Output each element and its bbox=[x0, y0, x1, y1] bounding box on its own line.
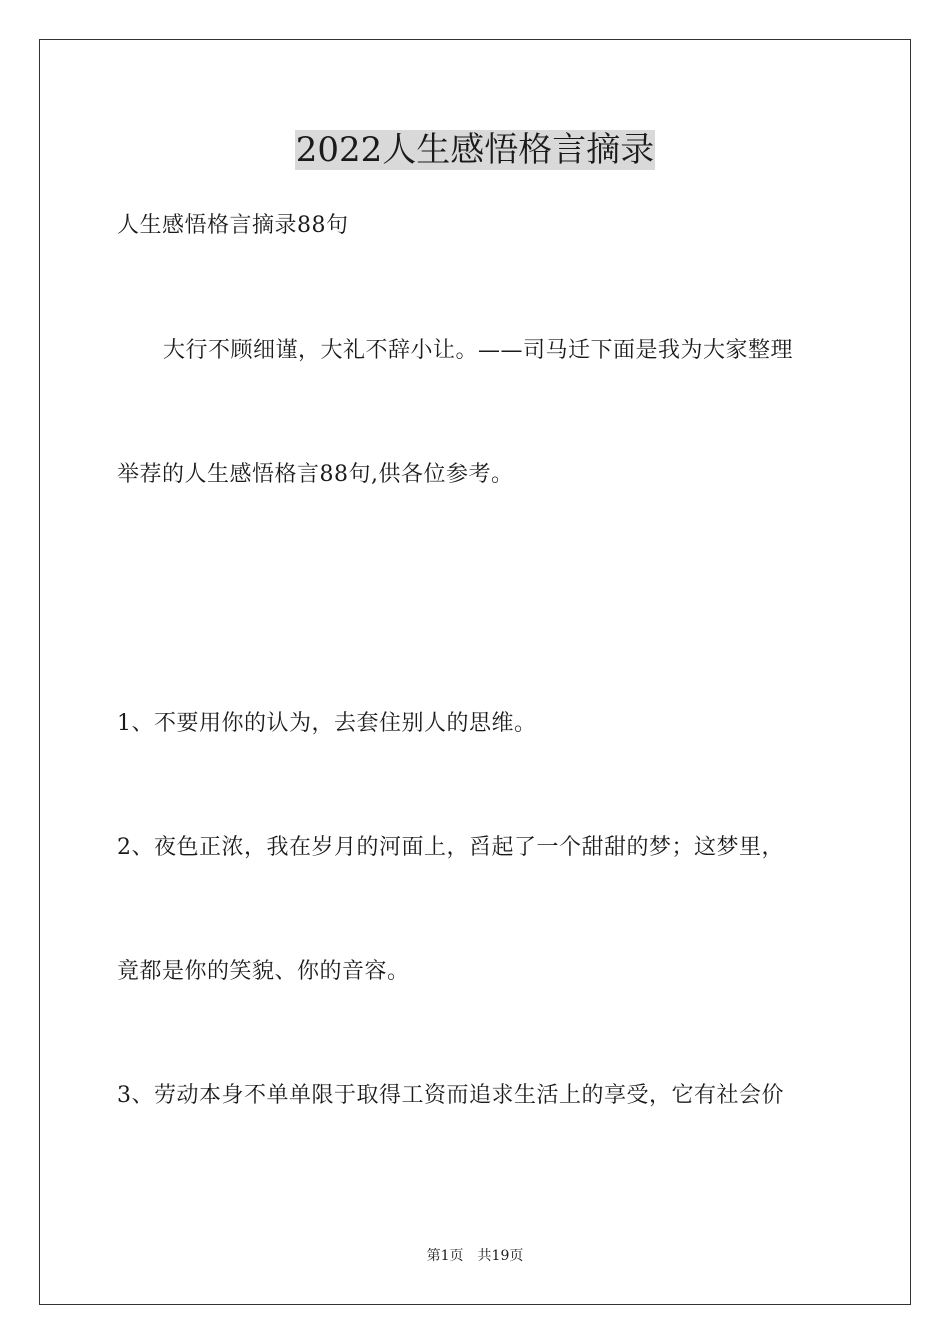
list-item-2-line-1: 2、夜色正浓，我在岁月的河面上，舀起了一个甜甜的梦；这梦里， bbox=[117, 835, 784, 860]
list-item-1-line-1: 1、不要用你的认为，去套住别人的思维。 bbox=[117, 711, 537, 736]
list-item-2-line-2: 竟都是你的笑貌、你的音容。 bbox=[117, 959, 410, 984]
document-title bbox=[0, 128, 950, 172]
page-number-footer: 第1页 共19页 bbox=[426, 1248, 524, 1264]
intro-paragraph-line-2: 举荐的人生感悟格言88句,供各位参考。 bbox=[117, 462, 514, 487]
document-subtitle: 人生感悟格言摘录88句 bbox=[117, 213, 349, 238]
list-item-3-line-1: 3、劳动本身不单单限于取得工资而追求生活上的享受，它有社会价 bbox=[117, 1083, 784, 1108]
intro-paragraph-line-1: 大行不顾细谨，大礼不辞小让。——司马迁下面是我为大家整理 bbox=[163, 338, 794, 363]
document-title-text: 2022人生感悟格言摘录 bbox=[295, 130, 655, 170]
